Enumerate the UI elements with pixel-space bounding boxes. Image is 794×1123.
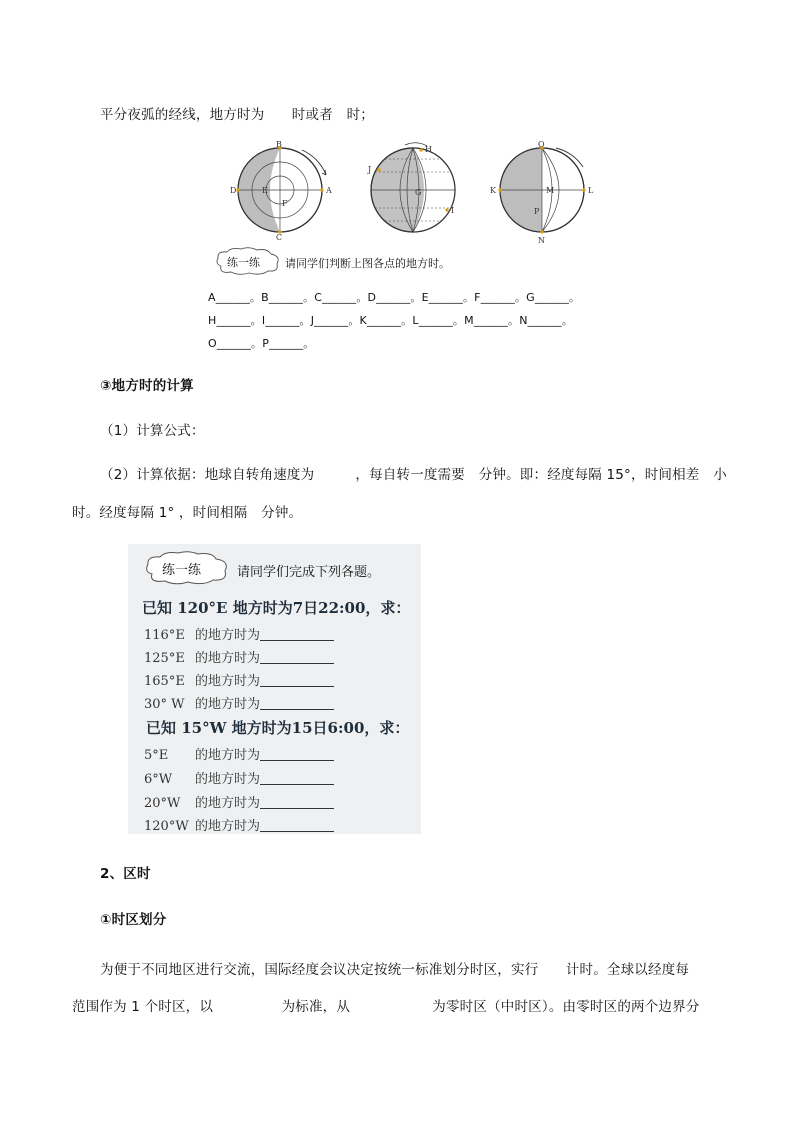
globe-diagram-2 bbox=[365, 140, 465, 240]
given-statement-1: 已知 120°E 地方时为7日22:00，求： bbox=[142, 599, 411, 617]
practice-bubble-label: 练一练 bbox=[227, 256, 260, 269]
exercise-item bbox=[144, 624, 334, 643]
answer-row-3: O______。P______。 bbox=[208, 337, 315, 350]
answer-blank[interactable] bbox=[260, 796, 334, 809]
globe2-label-g: G bbox=[415, 188, 422, 197]
globe1-label-d: D bbox=[230, 186, 237, 195]
globe-diagram-3 bbox=[490, 140, 600, 245]
exercise-box bbox=[128, 544, 421, 834]
globe1-label-b: B bbox=[276, 140, 282, 149]
figure-instruction: 请同学们判断上图各点的地方时。 bbox=[285, 257, 450, 270]
exercise-item bbox=[144, 815, 334, 834]
item-longitude: 30° W bbox=[144, 697, 185, 712]
timezone-paragraph-line-2: 范围作为 1 个时区，以 为标准，从 为零时区（中时区）。由零时区的两个边界分 bbox=[72, 999, 700, 1015]
globe2-label-j: J bbox=[368, 165, 372, 174]
exercise-item bbox=[144, 792, 334, 811]
globe3-label-k: K bbox=[490, 186, 496, 195]
exercise-item bbox=[144, 693, 334, 712]
globe1-label-a: A bbox=[326, 186, 332, 195]
exercise-instruction: 请同学们完成下列各题。 bbox=[237, 565, 381, 580]
item-longitude: 116°E bbox=[144, 628, 185, 643]
section-local-time-calculation-title: ③地方时的计算 bbox=[100, 378, 194, 394]
item-longitude: 125°E bbox=[144, 651, 185, 666]
item-text: 的地方时为 bbox=[195, 796, 261, 811]
section-zone-time-title: 2、区时 bbox=[100, 866, 151, 882]
globe2-label-i: I bbox=[451, 206, 455, 215]
item-text: 的地方时为 bbox=[195, 697, 261, 712]
item-text: 的地方时为 bbox=[195, 772, 261, 787]
globe1-label-c: C bbox=[276, 233, 283, 240]
item-longitude: 6°W bbox=[144, 772, 173, 787]
globe-diagram-1 bbox=[230, 140, 340, 240]
globe3-label-n: N bbox=[538, 236, 545, 245]
globe1-label-f: F bbox=[282, 199, 288, 208]
answer-blank[interactable] bbox=[260, 772, 334, 785]
formula-line: （1）计算公式： bbox=[100, 423, 205, 439]
item-longitude: 165°E bbox=[144, 674, 185, 689]
exercise-bubble-label: 练一练 bbox=[162, 563, 202, 578]
basis-line-1: （2）计算依据：地球自转角速度为 ，每自转一度需要 分钟。即：经度每隔 15°，时间相差 小 bbox=[100, 467, 727, 483]
item-text: 的地方时为 bbox=[195, 674, 261, 689]
exercise-item bbox=[144, 647, 334, 666]
answer-row-1: A______。B______。C______。D______。E______。F______。G______。 bbox=[208, 291, 581, 304]
answer-row-2: H______。I______。J______。K______。L______。M______。N______。 bbox=[208, 314, 574, 327]
item-longitude: 120°W bbox=[144, 819, 189, 834]
section-zone-division-title: ①时区划分 bbox=[100, 912, 167, 928]
answer-blank[interactable] bbox=[260, 628, 334, 641]
item-longitude: 20°W bbox=[144, 796, 181, 811]
exercise-item bbox=[144, 744, 334, 763]
answer-blank[interactable] bbox=[260, 651, 334, 664]
globe2-label-h: H bbox=[425, 145, 432, 154]
globe3-label-o: O bbox=[538, 140, 545, 149]
globe3-label-l: L bbox=[588, 186, 594, 195]
globe-figure bbox=[205, 140, 625, 355]
globe3-label-p: P bbox=[534, 207, 540, 216]
item-text: 的地方时为 bbox=[195, 651, 261, 666]
exercise-item bbox=[144, 768, 334, 787]
answer-blank[interactable] bbox=[260, 748, 334, 761]
item-text: 的地方时为 bbox=[195, 819, 261, 834]
globe1-label-e: E bbox=[262, 186, 268, 195]
globe3-label-m: M bbox=[546, 186, 555, 195]
basis-line-2: 时。经度每隔 1° ，时间相隔 分钟。 bbox=[72, 505, 303, 521]
timezone-paragraph-line-1: 为便于不同地区进行交流，国际经度会议决定按统一标准划分时区，实行 计时。全球以经度每 bbox=[100, 962, 690, 978]
exercise-item bbox=[144, 670, 334, 689]
terminator-paragraph: 平分夜弧的经线，地方时为 时或者 时； bbox=[100, 107, 374, 123]
answer-blank[interactable] bbox=[260, 674, 334, 687]
given-statement-2: 已知 15°W 地方时为15日6:00，求： bbox=[146, 719, 410, 737]
item-text: 的地方时为 bbox=[195, 628, 261, 643]
item-text: 的地方时为 bbox=[195, 748, 261, 763]
item-longitude: 5°E bbox=[144, 748, 169, 763]
answer-blank[interactable] bbox=[260, 697, 334, 710]
answer-blank[interactable] bbox=[260, 819, 334, 832]
